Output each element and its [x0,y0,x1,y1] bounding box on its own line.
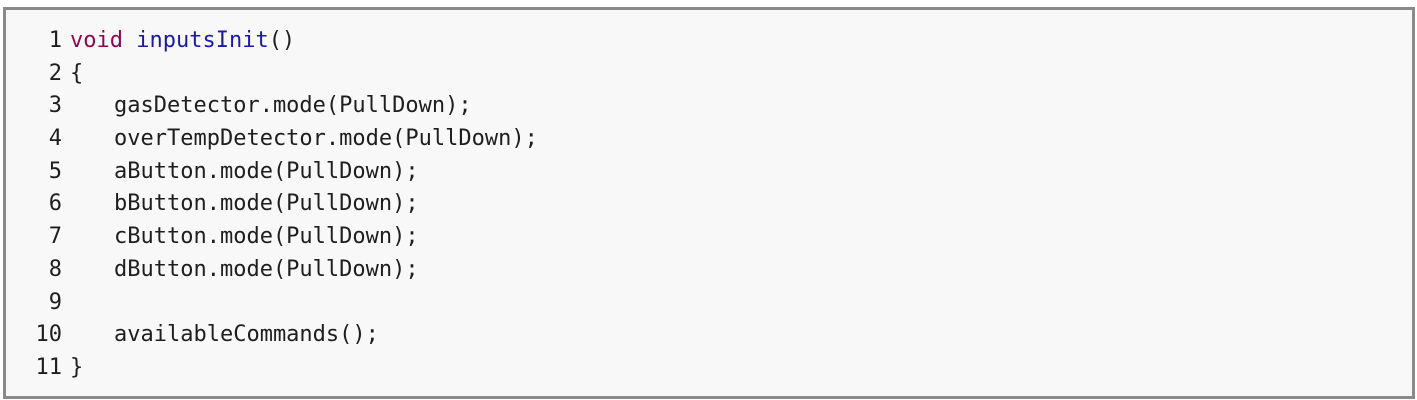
code-lines [6,25,538,385]
line-code: aButton.mode(PullDown); [114,158,419,184]
function-name: inputsInit [136,28,269,53]
line-code [62,25,295,58]
code-line [6,188,538,221]
line-number: 11 [35,354,62,380]
line-code [62,287,114,320]
line-number: 6 [48,191,62,217]
code-line [6,352,538,385]
code-line [6,319,538,352]
line-code: bButton.mode(PullDown); [114,191,419,217]
code-line [6,90,538,123]
line-code: availableCommands(); [114,322,379,348]
code-line [6,58,538,91]
line-number: 4 [48,126,62,152]
code-line [6,221,538,254]
line-number: 1 [48,28,62,53]
line-number: 8 [48,256,62,282]
line-code: dButton.mode(PullDown); [114,256,419,282]
line-number: 9 [48,289,62,315]
line-number: 2 [48,60,62,86]
code-block [3,7,1415,399]
line-number: 5 [48,158,62,184]
code-line [6,254,538,287]
code-line [6,25,538,58]
line-number: 3 [48,93,62,119]
line-code: } [70,354,84,380]
line-number: 10 [35,322,62,348]
line-number: 7 [48,224,62,250]
line-code: gasDetector.mode(PullDown); [114,93,472,119]
line-code: { [70,60,84,86]
code-line [6,156,538,189]
line-code: overTempDetector.mode(PullDown); [114,126,538,152]
keyword-void: void [70,28,123,53]
function-parens: () [268,28,296,53]
line-code: cButton.mode(PullDown); [114,224,419,250]
code-line [6,287,538,320]
code-line [6,123,538,156]
